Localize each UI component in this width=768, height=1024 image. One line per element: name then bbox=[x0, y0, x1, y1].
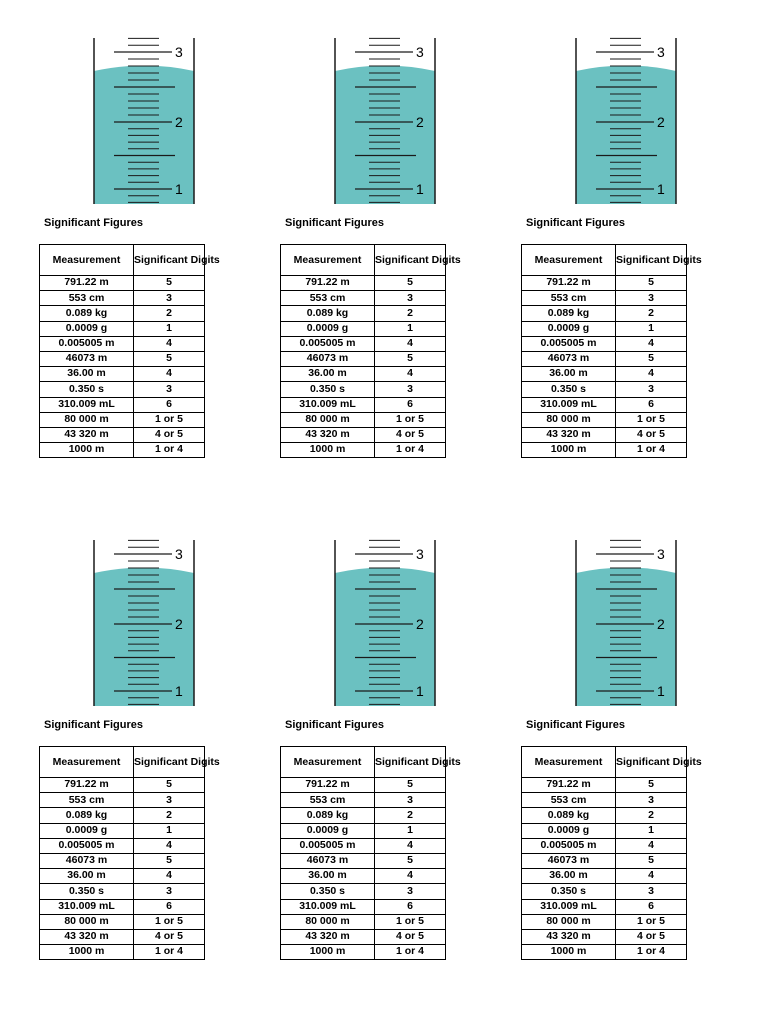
measurement-cell: 310.009 mL bbox=[40, 397, 134, 412]
scale-label-2: 2 bbox=[657, 114, 665, 130]
measurement-cell: 0.089 kg bbox=[281, 306, 375, 321]
table-row bbox=[281, 793, 446, 808]
section-heading: Significant Figures bbox=[526, 719, 626, 731]
significant-digits-cell: 1 bbox=[616, 823, 687, 838]
measurement-cell: 553 cm bbox=[40, 793, 134, 808]
graduated-cylinder bbox=[39, 38, 209, 208]
table-row bbox=[40, 382, 205, 397]
measurement-cell: 1000 m bbox=[281, 945, 375, 960]
table-header-row bbox=[40, 747, 205, 778]
header-significant-digits bbox=[616, 747, 702, 778]
table-row bbox=[522, 853, 687, 868]
table-header-row bbox=[522, 245, 687, 276]
significant-digits-cell: 1 or 4 bbox=[616, 945, 687, 960]
table-header-row bbox=[522, 747, 687, 778]
significant-digits-cell: 3 bbox=[134, 793, 205, 808]
measurement-cell: 0.089 kg bbox=[522, 808, 616, 823]
scale-label-3: 3 bbox=[657, 44, 665, 60]
significant-digits-cell: 2 bbox=[616, 808, 687, 823]
measurement-cell: 80 000 m bbox=[40, 412, 134, 427]
table-row bbox=[281, 321, 446, 336]
significant-digits-cell: 1 or 5 bbox=[616, 412, 687, 427]
significant-digits-cell: 4 bbox=[375, 869, 446, 884]
measurement-cell: 791.22 m bbox=[522, 778, 616, 793]
table-row bbox=[522, 838, 687, 853]
measurement-cell: 553 cm bbox=[40, 291, 134, 306]
header-measurement: Measurement bbox=[40, 747, 134, 778]
table-row bbox=[40, 869, 205, 884]
header-significant-digits bbox=[375, 245, 461, 276]
significant-digits-cell: 5 bbox=[134, 778, 205, 793]
section-heading: Significant Figures bbox=[44, 719, 144, 731]
measurement-cell: 0.0009 g bbox=[281, 321, 375, 336]
significant-digits-cell: 5 bbox=[375, 351, 446, 366]
significant-digits-cell: 3 bbox=[134, 884, 205, 899]
graduated-cylinder-drawing bbox=[521, 38, 691, 208]
significant-digits-cell: 6 bbox=[375, 899, 446, 914]
table-row bbox=[40, 778, 205, 793]
worksheet-card-5 bbox=[280, 540, 461, 970]
header-significant-digits bbox=[616, 245, 702, 276]
significant-digits-cell: 3 bbox=[134, 291, 205, 306]
significant-digits-cell: 4 bbox=[375, 367, 446, 382]
section-heading: Significant Figures bbox=[526, 217, 626, 229]
scale-label-1: 1 bbox=[175, 181, 183, 197]
significant-figures-table bbox=[521, 746, 702, 960]
table-row bbox=[281, 899, 446, 914]
section-heading: Significant Figures bbox=[44, 217, 144, 229]
measurement-cell: 0.350 s bbox=[522, 884, 616, 899]
table-row bbox=[40, 853, 205, 868]
worksheet-card-4 bbox=[39, 540, 220, 970]
graduated-cylinder bbox=[521, 38, 691, 208]
table-row bbox=[522, 427, 687, 442]
table-row bbox=[522, 397, 687, 412]
table-row bbox=[522, 382, 687, 397]
table-row bbox=[40, 291, 205, 306]
significant-digits-cell: 3 bbox=[616, 793, 687, 808]
significant-digits-cell: 4 bbox=[134, 336, 205, 351]
table-row bbox=[40, 929, 205, 944]
significant-digits-cell: 3 bbox=[375, 382, 446, 397]
scale-label-3: 3 bbox=[657, 546, 665, 562]
graduated-cylinder-drawing bbox=[280, 38, 450, 208]
table-row bbox=[281, 291, 446, 306]
measurement-cell: 1000 m bbox=[522, 443, 616, 458]
significant-digits-cell: 1 or 5 bbox=[616, 914, 687, 929]
table-row bbox=[522, 443, 687, 458]
significant-digits-cell: 3 bbox=[375, 793, 446, 808]
measurement-cell: 1000 m bbox=[281, 443, 375, 458]
table-row bbox=[40, 884, 205, 899]
measurement-cell: 791.22 m bbox=[522, 276, 616, 291]
table-row bbox=[522, 929, 687, 944]
table-row bbox=[522, 823, 687, 838]
table-row bbox=[40, 427, 205, 442]
graduated-cylinder-drawing bbox=[39, 540, 209, 710]
significant-digits-cell: 4 bbox=[616, 336, 687, 351]
measurement-cell: 46073 m bbox=[281, 853, 375, 868]
significant-digits-cell: 1 or 4 bbox=[616, 443, 687, 458]
table-row bbox=[40, 914, 205, 929]
measurement-cell: 0.089 kg bbox=[40, 306, 134, 321]
scale-label-2: 2 bbox=[175, 616, 183, 632]
table-row bbox=[522, 351, 687, 366]
table-row bbox=[281, 397, 446, 412]
significant-digits-cell: 3 bbox=[134, 382, 205, 397]
significant-digits-cell: 4 bbox=[616, 367, 687, 382]
section-heading: Significant Figures bbox=[285, 719, 385, 731]
table-row bbox=[281, 884, 446, 899]
significant-digits-cell: 1 bbox=[375, 321, 446, 336]
measurement-cell: 0.0009 g bbox=[522, 321, 616, 336]
significant-figures-table bbox=[39, 244, 220, 458]
significant-digits-cell: 5 bbox=[375, 276, 446, 291]
measurement-cell: 791.22 m bbox=[281, 276, 375, 291]
measurement-cell: 310.009 mL bbox=[40, 899, 134, 914]
significant-digits-cell: 5 bbox=[375, 853, 446, 868]
measurement-cell: 43 320 m bbox=[281, 929, 375, 944]
scale-label-2: 2 bbox=[657, 616, 665, 632]
table-row bbox=[40, 412, 205, 427]
measurement-cell: 80 000 m bbox=[522, 412, 616, 427]
measurement-cell: 553 cm bbox=[281, 793, 375, 808]
worksheet-card-2 bbox=[280, 38, 461, 468]
table-row bbox=[40, 443, 205, 458]
measurement-cell: 1000 m bbox=[40, 443, 134, 458]
significant-digits-cell: 1 or 5 bbox=[375, 412, 446, 427]
table-row bbox=[522, 914, 687, 929]
header-significant-digits-text: Significant Digits bbox=[375, 254, 461, 266]
significant-digits-cell: 3 bbox=[375, 884, 446, 899]
header-significant-digits-text: Significant Digits bbox=[616, 756, 702, 768]
table-row bbox=[281, 336, 446, 351]
significant-digits-cell: 4 or 5 bbox=[375, 929, 446, 944]
table-row bbox=[40, 945, 205, 960]
measurement-cell: 0.005005 m bbox=[522, 336, 616, 351]
measurement-cell: 0.350 s bbox=[281, 382, 375, 397]
graduated-cylinder bbox=[521, 540, 691, 710]
significant-digits-cell: 5 bbox=[616, 853, 687, 868]
measurement-cell: 46073 m bbox=[40, 351, 134, 366]
significant-digits-cell: 1 or 4 bbox=[375, 443, 446, 458]
table-row bbox=[522, 899, 687, 914]
scale-label-1: 1 bbox=[657, 181, 665, 197]
table-row bbox=[281, 808, 446, 823]
table-row bbox=[522, 869, 687, 884]
significant-digits-cell: 4 bbox=[616, 869, 687, 884]
worksheet-card-6 bbox=[521, 540, 702, 970]
significant-figures-table bbox=[39, 746, 220, 960]
table-row bbox=[40, 306, 205, 321]
measurement-cell: 553 cm bbox=[522, 793, 616, 808]
scale-label-3: 3 bbox=[416, 546, 424, 562]
significant-digits-cell: 6 bbox=[134, 899, 205, 914]
significant-digits-cell: 5 bbox=[134, 853, 205, 868]
table-row bbox=[522, 336, 687, 351]
scale-label-1: 1 bbox=[175, 683, 183, 699]
table-row bbox=[522, 306, 687, 321]
measurement-cell: 0.005005 m bbox=[522, 838, 616, 853]
significant-figures-table bbox=[280, 746, 461, 960]
significant-digits-cell: 2 bbox=[134, 808, 205, 823]
measurement-cell: 0.350 s bbox=[281, 884, 375, 899]
significant-digits-cell: 4 bbox=[134, 367, 205, 382]
significant-digits-cell: 1 or 4 bbox=[375, 945, 446, 960]
scale-label-3: 3 bbox=[175, 44, 183, 60]
measurement-cell: 0.0009 g bbox=[40, 321, 134, 336]
significant-digits-cell: 6 bbox=[375, 397, 446, 412]
measurement-cell: 310.009 mL bbox=[522, 899, 616, 914]
measurement-cell: 0.005005 m bbox=[40, 838, 134, 853]
measurement-cell: 791.22 m bbox=[40, 276, 134, 291]
scale-label-1: 1 bbox=[657, 683, 665, 699]
scale-label-2: 2 bbox=[175, 114, 183, 130]
significant-digits-cell: 1 or 4 bbox=[134, 443, 205, 458]
table-row bbox=[281, 367, 446, 382]
table-row bbox=[40, 321, 205, 336]
measurement-cell: 80 000 m bbox=[40, 914, 134, 929]
table-row bbox=[281, 929, 446, 944]
table-row bbox=[281, 838, 446, 853]
significant-digits-cell: 3 bbox=[616, 382, 687, 397]
table-row bbox=[281, 945, 446, 960]
significant-digits-cell: 4 or 5 bbox=[134, 929, 205, 944]
measurement-cell: 0.089 kg bbox=[522, 306, 616, 321]
table-row bbox=[522, 808, 687, 823]
header-significant-digits-text: Significant Digits bbox=[375, 756, 461, 768]
table-row bbox=[281, 853, 446, 868]
table-row bbox=[40, 397, 205, 412]
header-significant-digits-text: Significant Digits bbox=[616, 254, 702, 266]
measurement-cell: 80 000 m bbox=[522, 914, 616, 929]
table-row bbox=[281, 351, 446, 366]
scale-label-2: 2 bbox=[416, 114, 424, 130]
measurement-cell: 1000 m bbox=[522, 945, 616, 960]
measurement-cell: 36.00 m bbox=[522, 367, 616, 382]
graduated-cylinder bbox=[280, 38, 450, 208]
table-row bbox=[281, 427, 446, 442]
measurement-cell: 310.009 mL bbox=[281, 397, 375, 412]
scale-label-2: 2 bbox=[416, 616, 424, 632]
table-row bbox=[522, 321, 687, 336]
significant-digits-cell: 1 or 5 bbox=[375, 914, 446, 929]
measurement-cell: 0.0009 g bbox=[522, 823, 616, 838]
measurement-cell: 80 000 m bbox=[281, 412, 375, 427]
measurement-cell: 46073 m bbox=[522, 853, 616, 868]
table-row bbox=[522, 276, 687, 291]
table-row bbox=[522, 778, 687, 793]
table-row bbox=[522, 367, 687, 382]
significant-digits-cell: 4 bbox=[134, 869, 205, 884]
header-significant-digits-text: Significant Digits bbox=[134, 756, 220, 768]
measurement-cell: 791.22 m bbox=[40, 778, 134, 793]
significant-figures-table bbox=[521, 244, 702, 458]
significant-digits-cell: 3 bbox=[616, 884, 687, 899]
table-row bbox=[40, 793, 205, 808]
significant-figures-table bbox=[280, 244, 461, 458]
significant-digits-cell: 1 or 5 bbox=[134, 914, 205, 929]
table-row bbox=[522, 793, 687, 808]
table-row bbox=[522, 945, 687, 960]
worksheet-card-1 bbox=[39, 38, 220, 468]
table-row bbox=[40, 823, 205, 838]
table-header-row bbox=[281, 747, 446, 778]
measurement-cell: 310.009 mL bbox=[522, 397, 616, 412]
table-row bbox=[40, 838, 205, 853]
measurement-cell: 0.005005 m bbox=[281, 838, 375, 853]
measurement-cell: 46073 m bbox=[40, 853, 134, 868]
section-heading: Significant Figures bbox=[285, 217, 385, 229]
measurement-cell: 36.00 m bbox=[281, 367, 375, 382]
measurement-cell: 0.350 s bbox=[40, 382, 134, 397]
measurement-cell: 36.00 m bbox=[40, 869, 134, 884]
significant-digits-cell: 1 bbox=[616, 321, 687, 336]
significant-digits-cell: 2 bbox=[134, 306, 205, 321]
measurement-cell: 0.005005 m bbox=[40, 336, 134, 351]
table-row bbox=[281, 412, 446, 427]
significant-digits-cell: 6 bbox=[134, 397, 205, 412]
table-row bbox=[522, 884, 687, 899]
measurement-cell: 0.350 s bbox=[522, 382, 616, 397]
table-row bbox=[281, 869, 446, 884]
measurement-cell: 553 cm bbox=[522, 291, 616, 306]
significant-digits-cell: 6 bbox=[616, 397, 687, 412]
significant-digits-cell: 2 bbox=[375, 808, 446, 823]
header-measurement: Measurement bbox=[522, 747, 616, 778]
table-row bbox=[281, 443, 446, 458]
table-row bbox=[40, 899, 205, 914]
header-measurement: Measurement bbox=[522, 245, 616, 276]
significant-digits-cell: 1 bbox=[375, 823, 446, 838]
header-significant-digits bbox=[134, 747, 220, 778]
header-measurement: Measurement bbox=[281, 747, 375, 778]
significant-digits-cell: 5 bbox=[616, 351, 687, 366]
measurement-cell: 0.0009 g bbox=[281, 823, 375, 838]
measurement-cell: 0.089 kg bbox=[40, 808, 134, 823]
significant-digits-cell: 5 bbox=[134, 351, 205, 366]
worksheet-card-3 bbox=[521, 38, 702, 468]
header-significant-digits bbox=[134, 245, 220, 276]
measurement-cell: 0.005005 m bbox=[281, 336, 375, 351]
significant-digits-cell: 4 bbox=[375, 838, 446, 853]
graduated-cylinder-drawing bbox=[280, 540, 450, 710]
measurement-cell: 36.00 m bbox=[522, 869, 616, 884]
measurement-cell: 553 cm bbox=[281, 291, 375, 306]
scale-label-3: 3 bbox=[175, 546, 183, 562]
measurement-cell: 46073 m bbox=[281, 351, 375, 366]
graduated-cylinder bbox=[39, 540, 209, 710]
graduated-cylinder bbox=[280, 540, 450, 710]
header-significant-digits-text: Significant Digits bbox=[134, 254, 220, 266]
measurement-cell: 36.00 m bbox=[40, 367, 134, 382]
measurement-cell: 36.00 m bbox=[281, 869, 375, 884]
measurement-cell: 80 000 m bbox=[281, 914, 375, 929]
measurement-cell: 0.350 s bbox=[40, 884, 134, 899]
significant-digits-cell: 3 bbox=[375, 291, 446, 306]
significant-digits-cell: 1 bbox=[134, 823, 205, 838]
measurement-cell: 46073 m bbox=[522, 351, 616, 366]
header-significant-digits bbox=[375, 747, 461, 778]
significant-digits-cell: 4 or 5 bbox=[616, 929, 687, 944]
graduated-cylinder-drawing bbox=[39, 38, 209, 208]
measurement-cell: 1000 m bbox=[40, 945, 134, 960]
table-row bbox=[40, 351, 205, 366]
scale-label-3: 3 bbox=[416, 44, 424, 60]
scale-label-1: 1 bbox=[416, 181, 424, 197]
table-row bbox=[40, 808, 205, 823]
significant-digits-cell: 6 bbox=[616, 899, 687, 914]
table-row bbox=[281, 276, 446, 291]
table-row bbox=[40, 336, 205, 351]
measurement-cell: 43 320 m bbox=[522, 929, 616, 944]
table-row bbox=[281, 914, 446, 929]
table-row bbox=[281, 306, 446, 321]
significant-digits-cell: 4 bbox=[616, 838, 687, 853]
table-header-row bbox=[281, 245, 446, 276]
measurement-cell: 43 320 m bbox=[40, 929, 134, 944]
graduated-cylinder-drawing bbox=[521, 540, 691, 710]
measurement-cell: 43 320 m bbox=[522, 427, 616, 442]
table-row bbox=[281, 382, 446, 397]
table-row bbox=[40, 276, 205, 291]
significant-digits-cell: 5 bbox=[134, 276, 205, 291]
header-measurement: Measurement bbox=[281, 245, 375, 276]
significant-digits-cell: 1 or 5 bbox=[134, 412, 205, 427]
table-row bbox=[281, 823, 446, 838]
significant-digits-cell: 5 bbox=[616, 778, 687, 793]
significant-digits-cell: 4 or 5 bbox=[616, 427, 687, 442]
table-header-row bbox=[40, 245, 205, 276]
significant-digits-cell: 1 or 4 bbox=[134, 945, 205, 960]
measurement-cell: 0.089 kg bbox=[281, 808, 375, 823]
significant-digits-cell: 3 bbox=[616, 291, 687, 306]
measurement-cell: 310.009 mL bbox=[281, 899, 375, 914]
significant-digits-cell: 5 bbox=[375, 778, 446, 793]
significant-digits-cell: 4 bbox=[134, 838, 205, 853]
significant-digits-cell: 4 or 5 bbox=[375, 427, 446, 442]
measurement-cell: 791.22 m bbox=[281, 778, 375, 793]
significant-digits-cell: 1 bbox=[134, 321, 205, 336]
header-measurement: Measurement bbox=[40, 245, 134, 276]
scale-label-1: 1 bbox=[416, 683, 424, 699]
significant-digits-cell: 4 bbox=[375, 336, 446, 351]
significant-digits-cell: 5 bbox=[616, 276, 687, 291]
table-row bbox=[40, 367, 205, 382]
table-row bbox=[281, 778, 446, 793]
measurement-cell: 43 320 m bbox=[40, 427, 134, 442]
significant-digits-cell: 2 bbox=[375, 306, 446, 321]
measurement-cell: 43 320 m bbox=[281, 427, 375, 442]
measurement-cell: 0.0009 g bbox=[40, 823, 134, 838]
table-row bbox=[522, 291, 687, 306]
significant-digits-cell: 2 bbox=[616, 306, 687, 321]
table-row bbox=[522, 412, 687, 427]
significant-digits-cell: 4 or 5 bbox=[134, 427, 205, 442]
